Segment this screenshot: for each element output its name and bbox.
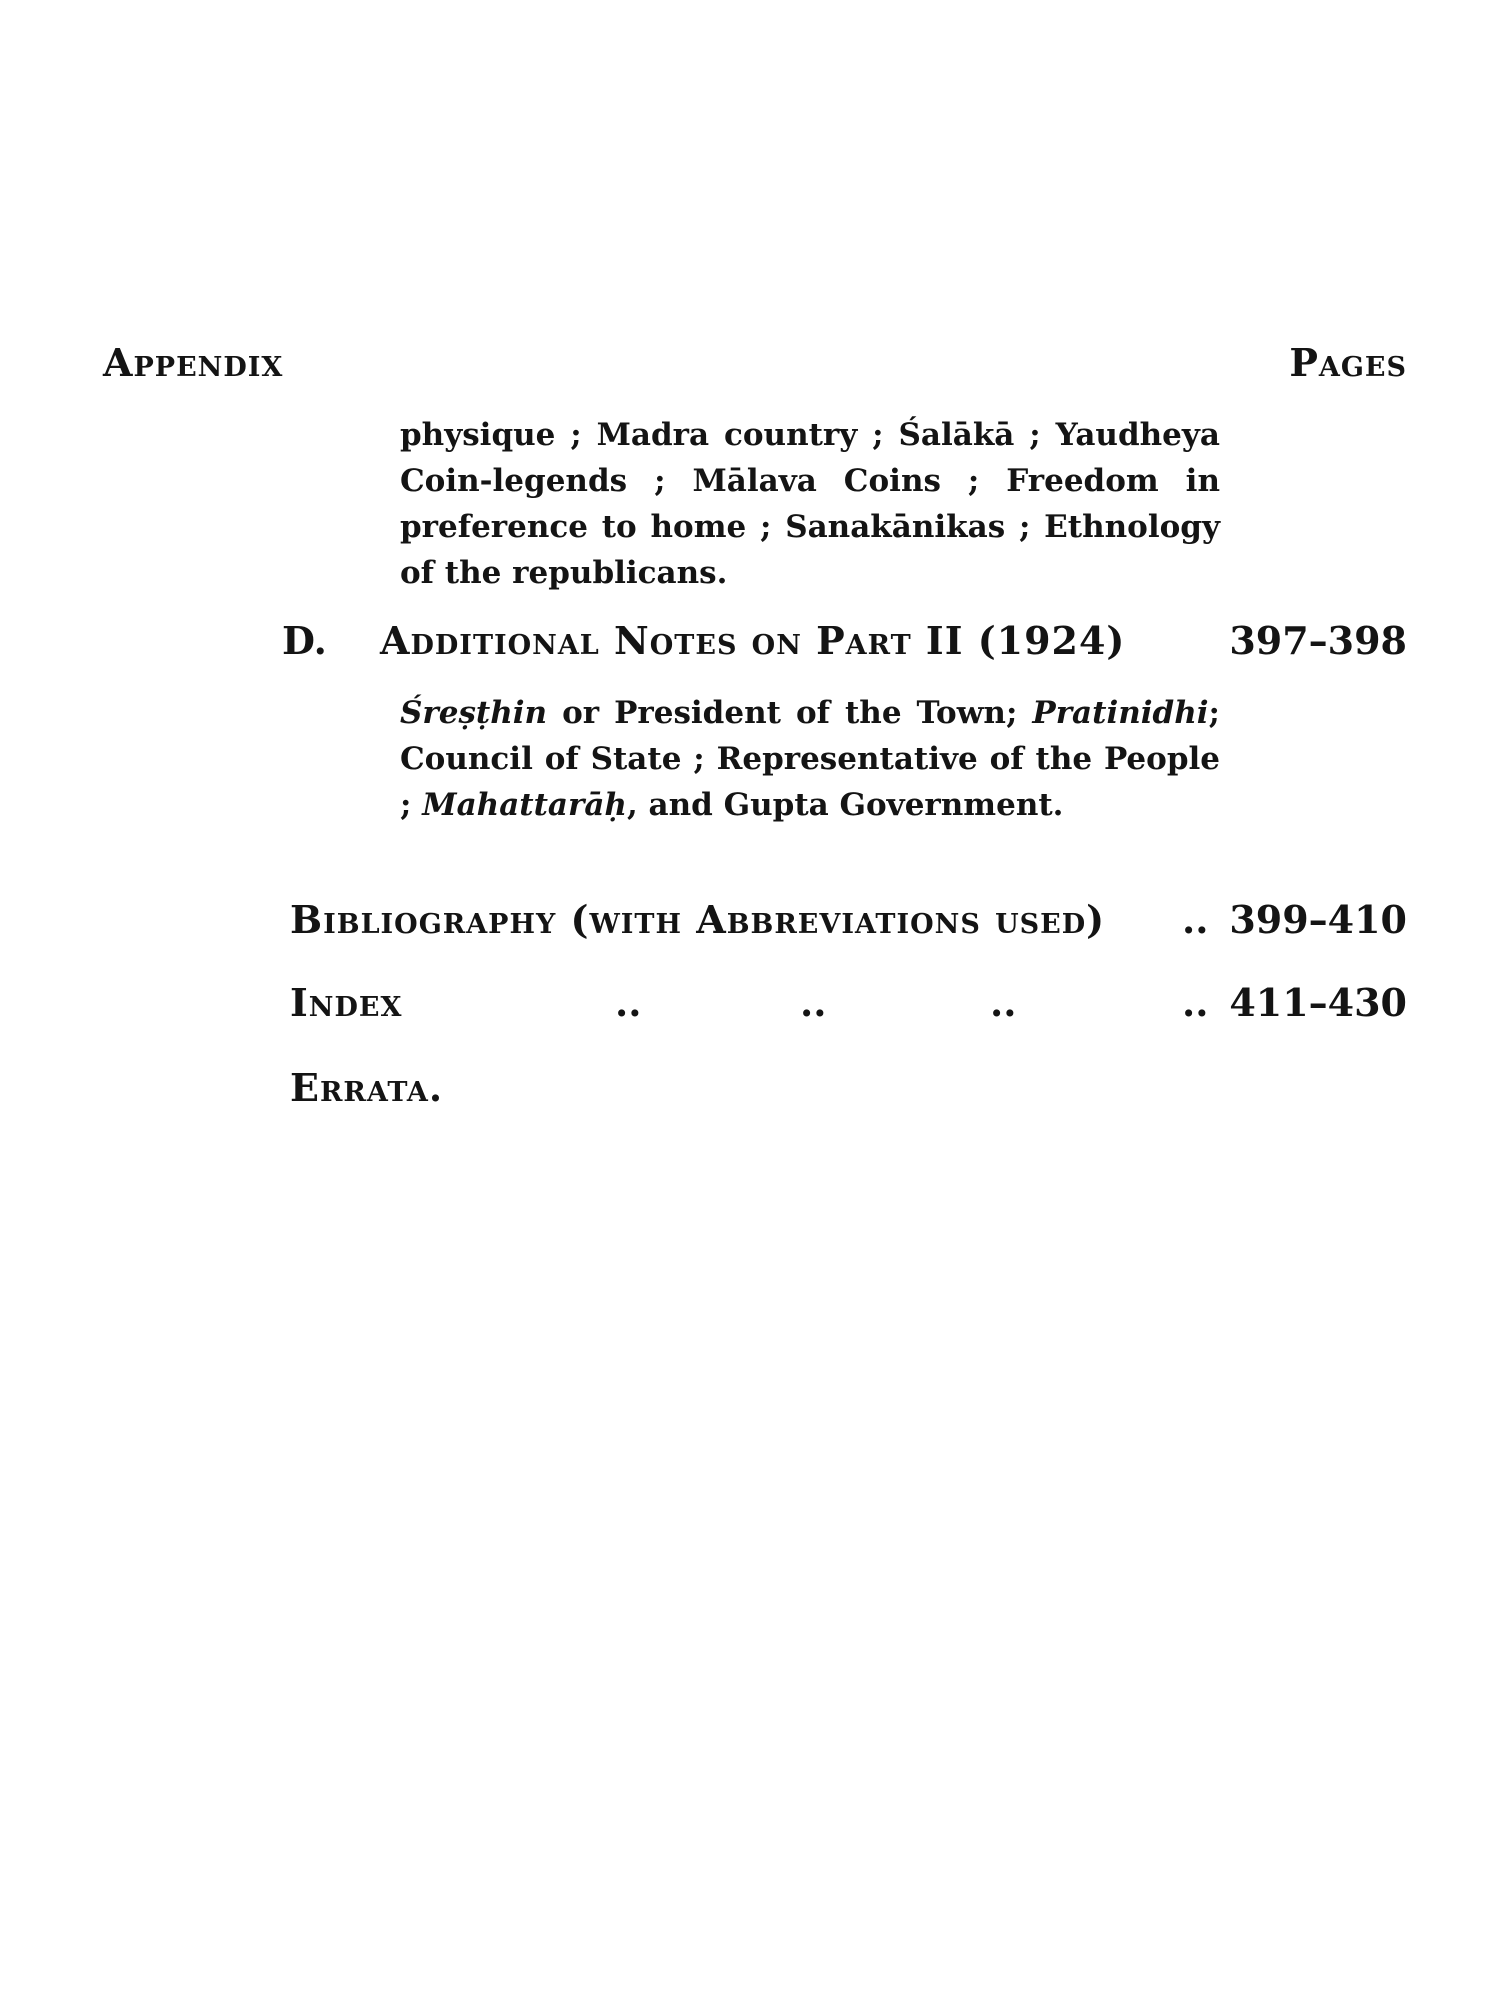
appendix-d-description [400,690,1220,828]
appendix-d-title: Additional Notes on Part II (1924) [380,618,1126,663]
term-sresthin: Śreṣṭhin [400,695,548,731]
index-leader: .. [990,980,1017,1025]
desc-text: , and Gupta Government. [626,787,1064,823]
appendix-header: Appendix [103,340,284,385]
bibliography-title: Bibliography (with Abbreviations used) [290,897,1106,942]
index-leader: .. [615,980,642,1025]
bibliography-leader: .. [1182,897,1209,942]
index-title: Index [290,980,403,1025]
index-leader: .. [1182,980,1209,1025]
appendix-c-description: physique ; Madra country ; Śalākā ; Yaudheya Coin-legends ; Mālava Coins ; Freedom in preference to home ; Sanakānikas ; Ethnology of the republicans. [400,417,1220,591]
bibliography-pages: 399–410 [1229,897,1407,942]
index-pages: 411–430 [1229,980,1407,1025]
errata-title: Errata. [290,1065,444,1110]
term-mahattarah: Mahattarāḥ [422,787,627,823]
pages-header: Pages [1289,340,1407,385]
desc-text: ; Council of State ; Representative of the People ; [400,695,1220,823]
desc-text: or President of the Town; [547,695,1033,731]
appendix-d-letter: D. [282,618,327,663]
term-pratinidhi: Pratinidhi [1032,695,1209,731]
index-leader: .. [800,980,827,1025]
appendix-d-pages: 397–398 [1229,618,1407,663]
